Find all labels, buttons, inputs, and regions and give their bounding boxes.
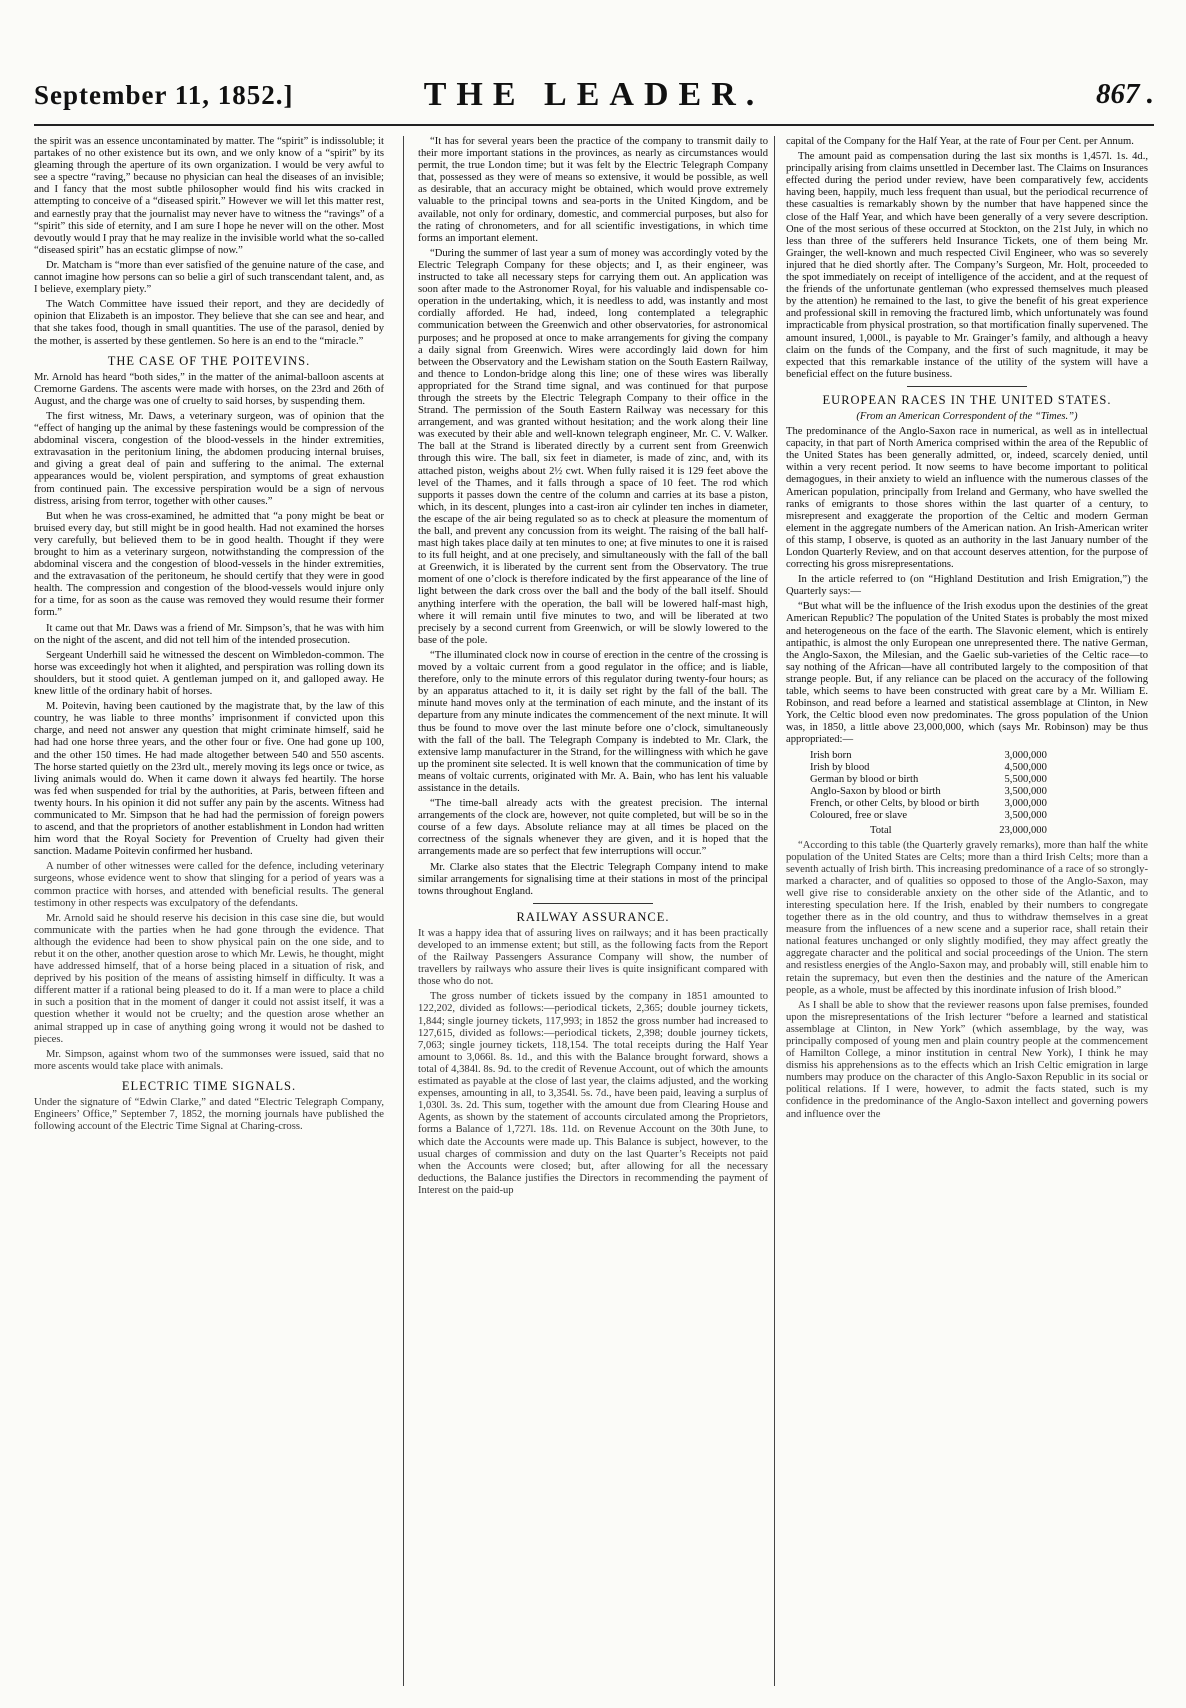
table-total-label: Total (870, 824, 892, 836)
article-paragraph: In the article referred to (on “Highland Destitution and Irish Emigration,”) the Quarterly says:— (786, 574, 1148, 598)
section-divider (907, 386, 1027, 387)
article-paragraph: Dr. Matcham is “more than ever satisfied of the genuine nature of the case, and cannot imagine how persons can so belie a girl of such transcendant talent, and, as I believe, exemplary piety.” (34, 259, 384, 296)
table-row (810, 762, 1053, 774)
article-heading-european-races: EUROPEAN RACES IN THE UNITED STATES. (822, 392, 1112, 407)
article-paragraph: But when he was cross-examined, he admitted that “a pony might be beat or bruised every day, but still might be in good health. Had not examined the horses very carefully, but believed them to be in good health. Thought if they were brought to him as a veterinary surgeon, notwithstanding the compression of the abdominal viscera and the congestion of blood-vessels in the hinder extremities, and the extravasation of the peritoneum, he should certify that they were in good health. The compression and congestion of the blood-vessels would injure only for a time, for as soon as the cause was removed they would resume their former form.” (34, 510, 384, 619)
article-paragraph: A number of other witnesses were called for the defence, including veterinary surgeons, whose evidence went to show that slinging for a period of years was a common practice with horses, and attended with beneficial results. The general testimony in other respects was exculpatory of the defendants. (34, 861, 384, 909)
article-paragraph: “The time-ball already acts with the greatest precision. The internal arrangements of the clock are, however, not quite completed, but will be so in the course of a few days. Absolute reliance may at all times be placed on the correctness of the signals whenever they are given, and it is hoped that the arrangements made are so perfect that few interruptions will occur.” (418, 798, 768, 858)
article-paragraph: The Watch Committee have issued their report, and they are decidedly of opinion that Elizabeth is an impostor. They believe that she can see and hear, and that she takes food, though in small quantities. The use of the parasol, denied by the mother, is asserted by these gentlemen. So here is an end to the “miracle.” (34, 299, 384, 347)
article-paragraph: M. Poitevin, having been cautioned by the magistrate that, by the law of this country, he was liable to three months’ imprisonment if convicted upon this charge, and need not answer any question that might criminate himself, said he had had one horse three years, and the other four or five. One had gone up 100, and the other 150 times. He had made altogether between 540 and 550 ascents. The horse started quietly on the 23rd ult., merely moving its legs once or twice, as living animals would do. When it came down it always fed heartily. The horse was fed when suspended for trial by the authorities, at Paris, between fifteen and twenty hours. In his opinion it did not suffer any pain by the ascents. Witness had communicated to Mr. Simpson that he had had the permission of foreign powers to ascend, and that the proprietors of another establishment in London had written him word that the Royal Society for Prevention of Cruelty had given their sanction. Madame Poitevin confirmed her husband. (34, 701, 384, 858)
article-paragraph: Mr. Clarke also states that the Electric Telegraph Company intend to make similar arrangements for signalising time at their stations in most of the principal towns throughout England. (418, 861, 768, 897)
article-paragraph: Mr. Arnold said he should reserve his decision in this case sine die, but would communicate with the parties when he had gone through the evidence. That although the evidence had been to show physical pain on the one side, and to rebut it on the other, another question arose to which Mr. Lewis, he thought, might have addressed himself, that of a horse being placed in a situation of risk, and deprived by his position of the means of assisting himself in difficulty. It was a different matter if a rational being pleased to do it. If a man were to place a child in such a position that in the moment of danger it could not assist itself, it was a question whether it would not be cruelty; and the question arose whether an animal strapped up in case of anything going wrong it would not be dashed to pieces. (34, 912, 384, 1045)
article-paragraph: “It has for several years been the practice of the company to transmit daily to their more important stations in the provinces, as nearly as circumstances would permit, the true London time; but it was felt by the Electric Telegraph Company that, possessed as they were of means so extensive, it would be possible, as well as desirable, that an accuracy might be obtained, which would prove extremely valuable to the principal towns and sea-ports in the United Kingdom, and be available, not only for ordinary, domestic, and commercial purposes, but also for the rating of chronometers, and for all scientific investigations, in which time forms an important element. (418, 136, 768, 244)
issue-date: September 11, 1852.] (34, 80, 294, 110)
table-value: 4,500,000 (1004, 761, 1047, 773)
article-paragraph: “The illuminated clock now in course of erection in the centre of the crossing is moved by a voltaic current from a good regulator in the office; and is liable, therefore, only to the minute errors of this regulator during twenty-four hours; as by an apparatus attached to it, it is daily set right by the fall of the ball. The minute hand moves only at the termination of each minute, and the instant of its departure from any minute indicates the commencement of the next minute. It will thus be found to move over the last minute before one o’clock, simultaneously with the fall of the ball. The Telegraph Company is indebted to Mr. Clark, the extensive lamp manufacturer in the Strand, for the willingness with which he gave up the prominent site selected. It is well known that the communication of time by means of voltaic currents, originated with Mr. A. Bain, who has lent his valuable assistance in the details. (418, 649, 768, 794)
column-1 (34, 136, 384, 1686)
table-row (810, 786, 1053, 798)
article-paragraph: Mr. Simpson, against whom two of the summonses were issued, said that no more ascents would take place with animals. (34, 1048, 384, 1072)
newspaper-title: THE LEADER. (423, 76, 765, 113)
table-value: 3,500,000 (1004, 809, 1047, 821)
table-row (810, 810, 1053, 822)
table-value: 5,500,000 (1004, 773, 1047, 785)
article-heading-railway-assurance: RAILWAY ASSURANCE. (516, 909, 670, 924)
article-paragraph: It came out that Mr. Daws was a friend of Mr. Simpson’s, that he was with him on the night of the ascent, and did not tell him of the intended prosecution. (34, 622, 384, 646)
table-row (810, 798, 1053, 810)
population-table (810, 750, 1053, 837)
table-value: 3,500,000 (1004, 785, 1047, 797)
article-paragraph: It was a happy idea that of assuring lives on railways; and it has been practically developed to an immense extent; but still, as the following facts from the Report of the Railway Passengers Assurance Company will show, the number of travellers by railways who assure their lives is quite insignificant compared with those who do not. (418, 927, 768, 988)
table-label: Coloured, free or slave (810, 809, 908, 821)
article-paragraph: The amount paid as compensation during the last six months is 1,457l. 1s. 4d., principally arising from claims unsettled in December last. The Claims on Insurances effected during the period under review, have been comparatively few, accidents having been, happily, much less frequent than usual, but the periodical recurrence of these casualties is remarkably shown by the number that have happened since the close of the Half Year, and which have been generally of a very severe description. One of the most serious of these occurred at Stockton, on the 21st July, in which no less than three of the sufferers held Insurance Tickets, one of them being Mr. Grainger, the well-known and much respected Civil Engineer, who was so severely injured that he died shortly after. The Company’s Surgeon, Mr. Holt, proceeded to the spot immediately on receipt of intelligence of the accident, and at the request of the friends of the unfortunate gentleman (who expressed themselves much pleased by the attention) he remained to the last, to give the benefit of his great experience and professional skill in removing the fractured limb, which unfortunately was found impracticable from physical prostration, so that mortification finally supervened. The amount insured, 1,000l., is payable to Mr. Grainger’s family, and although a heavy claim on the funds of the Company, and the first of such magnitude, it may be expected that this remarkable instance of the utility of the system will have a beneficial effect on the future business. (786, 151, 1148, 380)
article-heading-poitevins: THE CASE OF THE POITEVINS. (107, 353, 311, 368)
table-row (810, 774, 1053, 786)
article-paragraph: the spirit was an essence uncontaminated by matter. The “spirit” is indissoluble; it partakes of no other existence but its own, and we only know of a “spirit” by its gleaming through the aperture of its own organization. I would be very awful to see a spectre “raving,” because no physician can heal the diseases of an invisible; and I fancy that the most subtle philosopher would find his wits cracked in attempting to conceive of a “diseased spirit.” However we will let this matter rest, and earnestly pray that the journalist may never have to witness the “ravings” of a “spirit” this side of eternity, and I am sure I hope he never will on the other. Most devoutly would I pray that he may realize in the invisible world what the so-called “diseased spirit” has an ecstatic glimpse of now.” (34, 136, 384, 256)
table-label: Irish born (810, 749, 852, 761)
article-heading-electric-time-signals: ELECTRIC TIME SIGNALS. (121, 1078, 297, 1093)
article-paragraph: As I shall be able to show that the reviewer reasons upon false premises, founded upon the misrepresentations of the Irish lecturer “before a learned and statistical assemblage at Clinton, in New York” (which assemblage, by the way, was principally composed of young men and plain country people at the commencement of Hamilton College, a minor institution in central New York), I think he may dismiss his apprehensions as to the effects which an Irish Celtic emigration in large numbers may produce on the character of this Anglo-Saxon Republic in its social or political relations. If I were, however, to admit the facts stated, such is my confidence in the predominance of the Anglo-Saxon intellect and governing powers and influence over the (786, 999, 1148, 1120)
column-rule-1 (403, 136, 404, 1686)
masthead (34, 76, 1154, 126)
article-paragraph: “During the summer of last year a sum of money was accordingly voted by the Electric Telegraph Company for these objects; and I, as their engineer, was instructed to take all necessary steps for carrying them out. An application was soon after made to the Astronomer Royal, for his valuable and indispensable co-operation in the undertaking, which, it is needless to add, was instantly and most cordially afforded. He had, indeed, long contemplated a telegraphic communication between the Greenwich and other observatories, for astronomical purposes; and he proposed at once to make arrangements for giving the company a daily signal from Greenwich. Wires were accordingly laid down for him between the Observatory and the Lewisham station on the South Eastern Railway, and thence to London-bridge along this line; one of these wires was liberally appropriated for the Strand time signal, and was continued for that purpose through the streets by the Electric Telegraph Company to their office in the Strand. The permission of the South Eastern Railway was necessary for this arrangement, and was granted without hesitation; and the work along their line was executed by their able and well-known telegraph engineer, Mr. C. V. Walker. The ball at the Strand is liberated directly by a current sent from Greenwich through this wire. The ball, six feet in diameter, is made of zinc, and, with its attached piston, weighs about 2½ cwt. When fully raised it is 129 feet above the level of the Thames, and it falls through a space of 10 feet. The rod which supports it passes down the centre of the column and carries at its base a piston, which, in its descent, plunges into a cast-iron air cylinder ten inches in diameter, the escape of the air being regulated so as to check at pleasure the momentum of the ball, and prevent any concussion from its weight. The raising of the ball half-mast high takes place daily at ten minutes to one; at five minutes to one it is raised to its full height, and at one precisely, and simultaneously with the fall of the ball at Greenwich, it is liberated by the current sent from the Observatory. The true moment of one o’clock is therefore indicated by the first appearance of the line of light between the dark cross over the ball and the body of the ball itself. Should anything interfere with the operation, the ball will be lowered half-mast high, where it will remain until five minutes to two, and will be liberated at two precisely by a second current from Greenwich, or will be slowly lowered to the base of the pole. (418, 247, 768, 646)
article-paragraph: “But what will be the influence of the Irish exodus upon the destinies of the great American Republic? The population of the United States is probably the most mixed and heterogeneous on the face of the earth. The Slavonic element, which is entirely antipathic, is almost the only European one unrepresented there. The native German, the Anglo-Saxon, the Milesian, and the Gaelic sub-varieties of the Celtic race—to say nothing of the African—have all contributed largely to the composition of that strange people. But, if any reliance can be placed on the accuracy of the following table, which seems to have been constructed with great care by a Mr. William E. Robinson, and read before a learned and statistical assemblage at Clinton, in New York, the Celtic blood even now predominates. The gross population of the Union was, in 1850, a little above 23,000,000, which (says Mr. Robinson) may be thus appropriated:— (786, 601, 1148, 746)
table-label: Irish by blood (810, 761, 870, 773)
page-number: 867 . (1096, 78, 1154, 110)
article-paragraph: Under the signature of “Edwin Clarke,” and dated “Electric Telegraph Company, Engineers’ Office,” September 7, 1852, the morning journals have published the following account of the Electric Time Signal at Charing-cross. (34, 1097, 384, 1133)
article-paragraph: The first witness, Mr. Daws, a veterinary surgeon, was of opinion that the “effect of hanging up the animal by these fastenings would be compression of the abdominal viscera, congestion of the blood-vessels in the hinder extremities, extravasation in the peritonium lining, the abdomen producing internal bruises, and giving a great deal of pain and suffering to the animal. The external appearances would be, violent perspiration, and symptoms of great exhaustion from continued pain. The excessive perspiration would be a sign of nervous distress, arising from terror, together with other causes.” (34, 410, 384, 507)
article-paragraph: capital of the Company for the Half Year, at the rate of Four per Cent. per Annum. (786, 136, 1134, 147)
column-2 (418, 136, 768, 1686)
article-subheading: (From an American Correspondent of the “Times.”) (856, 410, 1078, 422)
table-value: 3,000,000 (1004, 749, 1047, 761)
table-label: Anglo-Saxon by blood or birth (810, 785, 941, 797)
table-total-value: 23,000,000 (999, 824, 1047, 836)
article-paragraph: The predominance of the Anglo-Saxon race in numerical, as well as in intellectual capacity, in that part of North America comprised within the area of the Republic of the United States has been generally admitted, or, indeed, scarcely denied, until within a very recent period. It now seems to have become important to political demagogues, in their anxiety to wield an influence with the numerous classes of the American population, principally from Ireland and Germany, who have swelled the ranks of emigrants to those shores within the last quarter of a century, to misrepresent and exaggerate the proportion of the Celtic and modern German element in the aggregate numbers of the American nation. An Irish-American writer of this stamp, I observe, is quoted as an authority in the last January number of the London Quarterly Review, and on that account deserves attention, for the purpose of correcting his gross misrepresentations. (786, 426, 1148, 571)
table-value: 3,000,000 (1004, 797, 1047, 809)
column-rule-2 (774, 136, 775, 1686)
article-paragraph: “According to this table (the Quarterly gravely remarks), more than half the white population of the United States are Celts; more than a third Irish Celts; more than a seventh actually of Irish birth. This increasing predominance of a race of so strongly-marked a character, and of qualities so opposed to those of the Anglo-Saxon, may well give rise to considerable anxiety on the other side of the Atlantic, and to interesting speculation here. If the Irish, enabled by their numbers to congregate together there as in the old country, and thus to withdraw themselves in a great measure from the influences of a new scene and a superior race, shall retain their national features unchanged or only slightly modified, they may affect greatly the aggregate character and the political and social proceedings of the Union. The stern and resistless energies of the Anglo-Saxon may, and probably will, still enable him to retain the supremacy, but even then the destinies and the nature of the American people, as a whole, must be affected by this inordinate infusion of Irish blood.” (786, 839, 1148, 996)
article-paragraph: Mr. Arnold has heard “both sides,” in the matter of the animal-balloon ascents at Cremorne Gardens. The ascents were made with horses, on the 23rd and 26th of August, and the charge was one of cruelty to said horses, by suspending them. (34, 371, 384, 407)
article-paragraph: The gross number of tickets issued by the company in 1851 amounted to 122,202, divided as follows:—periodical tickets, 2,365; double journey tickets, 1,844; single journey tickets, 117,993; in 1852 the gross number had increased to 127,615, divided as follows:—periodical tickets, 2,398; double journey tickets, 7,063; single journey tickets, 118,154. The total receipts during the Half Year amount to 3,066l. 8s. 1d., and this with the Balance brought forward, shows a total of 4,384l. 8s. 9d. to the credit of Revenue Account, out of which the amounts estimated as payable at the close of last year, the claims adjusted, and the working expenses, amounting in all, to 3,354l. 5s. 7d., have been paid, leaving a surplus of 1,030l. 3s. 2d. This sum, together with the amount due from Clearing House and Agents, as shown by the statement of accounts circulated among the Proprietors, forms a Balance of 1,727l. 18s. 11d. on Revenue Account on the 30th June, to which date the Accounts were made up. This Balance is subject, however, to the usual charges of commission and duty on the last Quarter’s Receipts not paid when the Accounts were closed; but, after allowing for all the necessary deductions, the Balance justifies the Directors in recommending the payment of Interest on the paid-up (418, 991, 768, 1196)
table-label: French, or other Celts, by blood or birth (810, 797, 980, 809)
section-divider (533, 903, 653, 904)
column-3 (786, 136, 1148, 1686)
article-paragraph: Sergeant Underhill said he witnessed the descent on Wimbledon-common. The horse was exceedingly hot when it alighted, and perspiration was rolling down its shoulders, but it stood quiet. A gentleman jumped on it, and galloped away. He knew little of the ordinary habit of horses. (34, 649, 384, 698)
table-row (810, 750, 1053, 762)
table-label: German by blood or birth (810, 773, 919, 785)
table-total-row (810, 822, 1053, 837)
